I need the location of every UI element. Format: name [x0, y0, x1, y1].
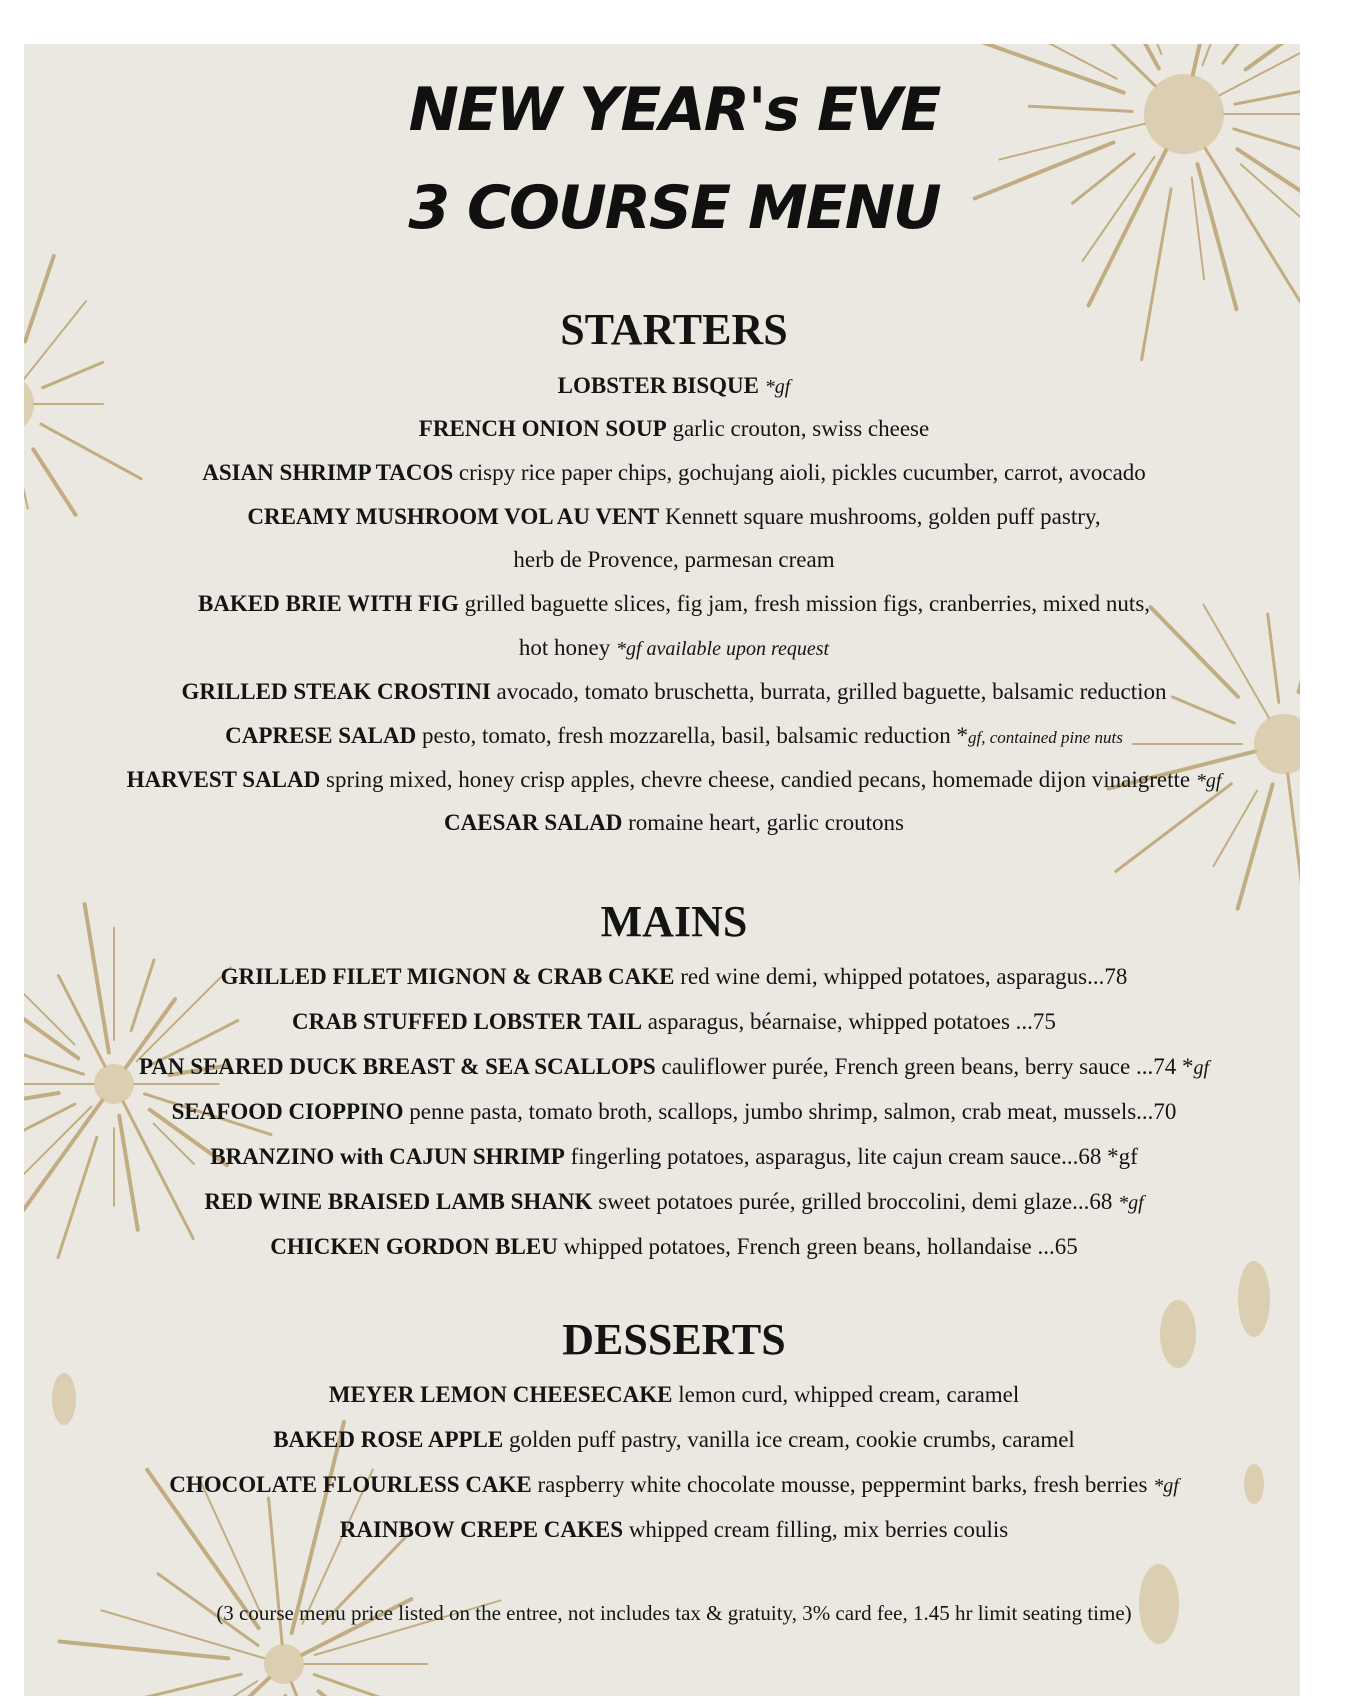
item-desc: garlic crouton, swiss cheese: [672, 416, 930, 441]
mains-heading: MAINS: [600, 897, 748, 946]
item-desc: penne pasta, tomato broth, scallops, jumbo shrimp, salmon, crab meat, mussels...70: [409, 1099, 1177, 1124]
item-desc: sweet potatoes purée, grilled broccolini, demi glaze...68: [598, 1189, 1113, 1214]
item-name: MEYER LEMON CHEESECAKE: [328, 1382, 673, 1407]
menu-item-lobster-tail: [0, 1010, 1348, 1033]
firework-ray: [1064, 44, 1159, 68]
item-name: GRILLED FILET MIGNON & CRAB CAKE: [220, 964, 675, 989]
item-name: LOBSTER BISQUE: [557, 373, 760, 398]
starters-heading: STARTERS: [560, 305, 788, 354]
item-name: GRILLED STEAK CROSTINI: [181, 679, 491, 704]
item-name: CAESAR SALAD: [444, 810, 623, 835]
item-note: *gf: [1195, 770, 1222, 792]
item-desc: fingerling potatoes, asparagus, lite cajun cream sauce...68 *gf: [570, 1144, 1138, 1169]
item-name: SEAFOOD CIOPPINO: [171, 1099, 404, 1124]
menu-item-caesar-salad: [0, 811, 1348, 834]
firework-ray: [59, 1641, 228, 1658]
item-desc: pesto, tomato, fresh mozzarella, basil, balsamic reduction *: [421, 723, 969, 748]
firework-ray: [314, 1675, 497, 1696]
item-desc: Kennett square mushrooms, golden puff pastry,: [664, 504, 1101, 529]
menu-item-french-onion-soup: [0, 417, 1348, 440]
item-desc: romaine heart, garlic croutons: [628, 810, 904, 835]
item-desc: asparagus, béarnaise, whipped potatoes ...75: [647, 1009, 1056, 1034]
item-desc: whipped cream filling, mix berries coulis: [628, 1517, 1009, 1542]
item-desc: crispy rice paper chips, gochujang aioli, pickles cucumber, carrot, avocado: [458, 460, 1146, 485]
item-desc: herb de Provence, parmesan cream: [513, 547, 835, 572]
menu-footer-note: (3 course menu price listed on the entree, not includes tax & gratuity, 3% card fee, 1.45 hr limit seating time): [216, 1601, 1132, 1625]
menu-item-branzino: [0, 1145, 1348, 1168]
item-name: ASIAN SHRIMP TACOS: [202, 460, 454, 485]
menu-item-rose-apple: [0, 1428, 1348, 1451]
item-note: gf: [1193, 1057, 1210, 1079]
item-desc: red wine demi, whipped potatoes, asparagus...78: [680, 964, 1128, 989]
menu-item-harvest-salad: [0, 768, 1348, 791]
firework-ray: [134, 1681, 257, 1696]
menu-item-mushroom-vol-au-vent: [0, 505, 1348, 528]
menu-item-crepe-cakes: [0, 1518, 1348, 1541]
menu-item-chicken-gordon-bleu: [0, 1235, 1348, 1258]
menu-item-asian-shrimp-tacos: [0, 461, 1348, 484]
item-note: *gf: [764, 376, 791, 398]
item-desc: avocado, tomato bruschetta, burrata, grilled baguette, balsamic reduction: [496, 679, 1167, 704]
firework-ray: [1238, 784, 1273, 908]
item-note: *gf: [1118, 1192, 1144, 1214]
item-name: PAN SEARED DUCK BREAST & SEA SCALLOPS: [138, 1054, 656, 1079]
item-desc: golden puff pastry, vanilla ice cream, cookie crumbs, caramel: [508, 1427, 1075, 1452]
item-name: CHOCOLATE FLOURLESS CAKE: [169, 1472, 532, 1497]
menu-title-line2: 3 COURSE MENU: [408, 173, 940, 243]
item-desc: hot honey: [518, 635, 611, 660]
menu-item-flourless-cake: [0, 1473, 1348, 1496]
menu-item-baked-brie-cont: [0, 636, 1348, 659]
menu-item-mushroom-vol-au-vent-cont: [0, 548, 1348, 571]
item-desc: cauliflower purée, French green beans, berry sauce ...74 *: [661, 1054, 1194, 1079]
item-desc: raspberry white chocolate mousse, peppermint barks, fresh berries: [537, 1472, 1148, 1497]
firework-ray: [1005, 44, 1117, 79]
item-desc: lemon curd, whipped cream, caramel: [678, 1382, 1020, 1407]
item-note: gf, contained pine nuts: [968, 728, 1123, 747]
item-desc: whipped potatoes, French green beans, hollandaise ...65: [563, 1234, 1078, 1259]
item-name: HARVEST SALAD: [126, 767, 321, 792]
item-name: RAINBOW CREPE CAKES: [339, 1517, 624, 1542]
menu-title-line1: NEW YEAR's EVE: [408, 75, 940, 145]
menu-item-lobster-bisque: [0, 374, 1348, 397]
menu-item-lemon-cheesecake: [0, 1383, 1348, 1406]
item-name: FRENCH ONION SOUP: [418, 416, 667, 441]
item-desc: grilled baguette slices, fig jam, fresh mission figs, cranberries, mixed nuts,: [464, 591, 1151, 616]
menu-item-duck-breast: [0, 1055, 1348, 1078]
desserts-heading: DESSERTS: [562, 1315, 786, 1364]
item-note: *gf: [1153, 1475, 1179, 1497]
firework-ray: [1299, 551, 1300, 692]
firework-ray: [200, 1480, 261, 1613]
menu-item-seafood-cioppino: [0, 1100, 1348, 1123]
item-desc: spring mixed, honey crisp apples, chevre cheese, candied pecans, homemade dijon vinaigrette: [326, 767, 1191, 792]
item-name: CAPRESE SALAD: [225, 723, 417, 748]
firework-center: [264, 1644, 304, 1684]
menu-item-caprese-salad: [0, 724, 1348, 747]
menu-item-filet-mignon: [0, 965, 1348, 988]
item-name: BRANZINO with CAJUN SHRIMP: [210, 1144, 565, 1169]
menu-item-steak-crostini: [0, 680, 1348, 703]
menu-item-lamb-shank: [0, 1190, 1348, 1213]
menu-item-baked-brie: [0, 592, 1348, 615]
item-name: CRAB STUFFED LOBSTER TAIL: [292, 1009, 643, 1034]
item-name: RED WINE BRAISED LAMB SHANK: [204, 1189, 593, 1214]
item-name: CREAMY MUSHROOM VOL AU VENT: [247, 504, 660, 529]
item-name: BAKED ROSE APPLE: [273, 1427, 504, 1452]
firework-ray: [145, 1674, 241, 1696]
item-note: *gf available upon request: [615, 638, 830, 660]
item-name: CHICKEN GORDON BLEU: [270, 1234, 558, 1259]
item-name: BAKED BRIE WITH FIG: [197, 591, 459, 616]
